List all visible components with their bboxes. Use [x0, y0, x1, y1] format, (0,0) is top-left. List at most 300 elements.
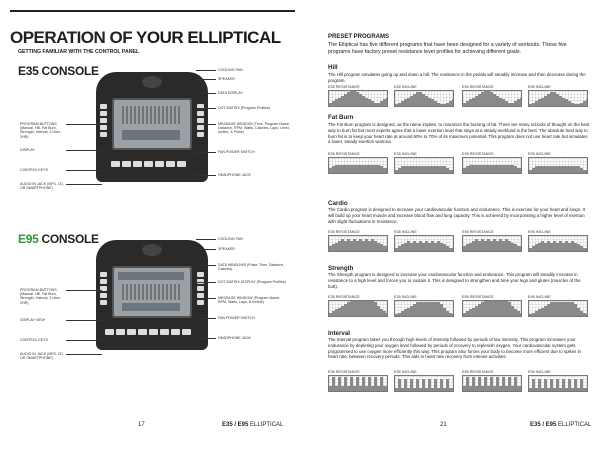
profile-bar	[332, 101, 334, 106]
profile-bar	[511, 243, 513, 252]
profile-bar	[505, 386, 507, 391]
profile-bar	[562, 166, 564, 173]
profile-bar	[487, 386, 489, 391]
profile-bar	[428, 379, 430, 391]
profile-grid	[528, 375, 588, 392]
profile-bar	[484, 91, 486, 106]
profile-bar	[490, 301, 492, 316]
profile-bar	[517, 246, 519, 251]
profile-bar	[484, 377, 486, 391]
profile-bar	[574, 379, 576, 391]
e95-message-window	[122, 303, 180, 311]
profile-bar	[481, 239, 483, 251]
profile-bar	[568, 166, 570, 173]
profile-bar	[401, 388, 403, 391]
e35-leader-line	[196, 175, 216, 176]
profile-bar	[571, 388, 573, 391]
profile-bar	[568, 101, 570, 106]
profile-bar	[353, 301, 355, 316]
profile-bar	[583, 248, 585, 251]
profile-bar	[538, 379, 540, 391]
e95-console-heading	[18, 232, 99, 246]
profile-bar	[359, 165, 361, 174]
profile-bar	[344, 304, 346, 316]
e95-leader-line	[196, 298, 216, 299]
e35-leader-line	[196, 108, 216, 109]
profile-bar	[466, 166, 468, 173]
e35-leader-line	[196, 70, 216, 71]
profile-bar	[583, 388, 585, 391]
profile-bar	[446, 311, 448, 316]
profile-bar	[475, 386, 477, 391]
profile-bar	[532, 168, 534, 173]
profile-bar	[553, 302, 555, 316]
profile-bar	[419, 388, 421, 391]
profile-bar	[350, 91, 352, 106]
profile-bar	[437, 302, 439, 316]
e95-leader-line	[66, 340, 102, 341]
profile-bar	[338, 377, 340, 391]
profile-bar	[535, 244, 537, 251]
profile-bar	[538, 99, 540, 106]
profile-bar	[478, 94, 480, 106]
profile-bar	[574, 243, 576, 252]
profile-bar	[347, 302, 349, 316]
e95-leader-line	[196, 239, 216, 240]
profile-bar	[374, 377, 376, 391]
profile-caption: E35 INCLINE	[394, 152, 417, 156]
program-description: The Fat Burn program is designed, as the name implies, to maximize the burning of fat. There are many schools of thought on the best way to burn fat but most experts agree that a lower exertion level that stays at a steady workload is the best. The absolute best way to burn fat is to keep your heart rate at around 60% to 70% of its maximum potential. This program does not use heart rate but simulates a lower, steady exertion workout.	[328, 122, 590, 145]
profile-bar	[371, 165, 373, 174]
profile-bar	[580, 311, 582, 316]
profile-bar	[496, 96, 498, 106]
profile-bar	[562, 243, 564, 252]
profile-bar	[407, 98, 409, 107]
profile-bar	[508, 377, 510, 391]
profile-bar	[350, 301, 352, 316]
profile-bar	[347, 165, 349, 174]
profile-bar	[466, 377, 468, 391]
profile-bar	[466, 311, 468, 316]
footer-left	[222, 422, 283, 428]
program-heading: Hill	[328, 64, 338, 71]
e95-console-image	[96, 240, 208, 350]
profile-bar	[565, 302, 567, 316]
profile-caption: E95 INCLINE	[528, 230, 551, 234]
profile-bar	[472, 308, 474, 317]
profile-bar	[449, 388, 451, 391]
profile-bar	[431, 166, 433, 173]
profile-bar	[565, 241, 567, 251]
profile-bar	[398, 246, 400, 251]
e35-right-label: SPEAKER	[218, 77, 235, 81]
profile-bar	[365, 386, 367, 391]
e95-right-label: DATA WINDOWS (Pulse, Time, Distance, Calories)	[218, 263, 284, 272]
profile-bar	[332, 166, 334, 173]
profile-bar	[535, 388, 537, 391]
profile-chart	[528, 294, 588, 317]
profile-bar	[353, 165, 355, 174]
e35-leader-line	[196, 152, 216, 153]
program-description: The Hill program simulates going up and down a hill. The resistance in the pedals will steadily increase and then decrease during the program.	[328, 72, 586, 83]
e35-leader-line	[66, 170, 102, 171]
e35-leader-line	[196, 93, 216, 94]
profile-bar	[335, 99, 337, 106]
profile-bar	[329, 246, 331, 251]
profile-bar	[586, 314, 588, 316]
profile-bar	[416, 379, 418, 391]
e35-right-label: FAN POWER SWITCH	[218, 150, 255, 154]
profile-bar	[535, 101, 537, 106]
profile-bar	[368, 165, 370, 174]
profile-caption: E95 RESISTANCE	[462, 370, 494, 374]
profile-bar	[413, 304, 415, 316]
profile-bar	[356, 301, 358, 316]
profile-caption: E95 INCLINE	[528, 370, 551, 374]
profile-bar	[398, 379, 400, 391]
profile-bar	[490, 377, 492, 391]
program-heading: Cardio	[328, 200, 348, 207]
profile-bar	[344, 94, 346, 106]
profile-bar	[422, 302, 424, 316]
profile-chart-row	[328, 151, 590, 175]
profile-bar	[511, 386, 513, 391]
e95-right-label: MESSAGE WINDOW (Program Name, RPM, Watts, Laps, & Incline)	[218, 296, 281, 305]
profile-bar	[428, 98, 430, 107]
profile-bar	[377, 243, 379, 252]
profile-chart	[328, 151, 388, 174]
profile-bar	[538, 166, 540, 173]
profile-bar	[586, 170, 588, 173]
e95-heading-prefix: E95	[18, 232, 39, 246]
profile-bar	[472, 241, 474, 251]
e95-right-label: HEADPHONE JACK	[218, 336, 251, 340]
e95-control-keys	[104, 322, 192, 340]
profile-bar	[383, 99, 385, 106]
profile-bar	[463, 103, 465, 106]
profile-bar	[493, 386, 495, 391]
profile-bar	[487, 239, 489, 251]
profile-bar	[437, 103, 439, 106]
profile-bar	[368, 241, 370, 251]
program-heading: Strength	[328, 265, 354, 272]
profile-bar	[443, 244, 445, 251]
page-number-right: 21	[440, 422, 447, 428]
profile-bar	[583, 170, 585, 173]
profile-bar	[425, 302, 427, 316]
profile-bar	[496, 301, 498, 316]
profile-bar	[499, 165, 501, 174]
profile-bar	[416, 166, 418, 173]
profile-bar	[472, 165, 474, 174]
profile-bar	[338, 308, 340, 317]
profile-bar	[577, 104, 579, 106]
profile-bar	[514, 377, 516, 391]
profile-bar	[410, 166, 412, 173]
profile-bar	[341, 165, 343, 174]
profile-bar	[559, 388, 561, 391]
e95-left-label: DISPLAY VIEW	[20, 318, 46, 322]
profile-bar	[493, 301, 495, 316]
profile-bar	[547, 241, 549, 251]
profile-bar	[466, 244, 468, 251]
profile-bar	[335, 165, 337, 174]
profile-bar	[344, 241, 346, 251]
profile-bar	[502, 377, 504, 391]
profile-bar	[502, 165, 504, 174]
profile-bar	[499, 239, 501, 251]
profile-chart	[328, 229, 388, 252]
profile-bar	[362, 377, 364, 391]
profile-bar	[371, 301, 373, 316]
profile-bar	[440, 243, 442, 252]
profile-bar	[466, 101, 468, 106]
profile-grid	[528, 157, 588, 174]
profile-bar	[395, 170, 397, 173]
profile-bar	[586, 388, 588, 391]
profile-caption: E35 RESISTANCE	[328, 85, 360, 89]
profile-bar	[571, 302, 573, 316]
profile-bar	[580, 103, 582, 106]
e95-leader-line	[66, 320, 102, 321]
profile-bar	[332, 311, 334, 316]
profile-bar	[469, 243, 471, 252]
profile-bar	[562, 379, 564, 391]
program-heading: Fat Burn	[328, 114, 354, 121]
e95-leader-line	[196, 318, 216, 319]
profile-bar	[583, 313, 585, 316]
profile-bar	[475, 96, 477, 106]
e35-left-label: CONTROL KEYS	[20, 168, 49, 172]
profile-bar	[404, 99, 406, 106]
profile-bar	[377, 306, 379, 316]
title-part1: OPERATION OF	[10, 28, 137, 47]
profile-grid	[328, 235, 388, 252]
profile-bar	[469, 99, 471, 106]
profile-bar	[547, 304, 549, 316]
profile-bar	[371, 101, 373, 106]
profile-bar	[332, 377, 334, 391]
profile-bar	[377, 165, 379, 174]
profile-bar	[556, 94, 558, 106]
e35-left-label: PROGRAM BUTTONS (Manual, Hill, Fat Burn, Strength, Interval, 2 User, 2HR)	[20, 122, 61, 139]
profile-chart	[462, 369, 522, 392]
profile-bar	[550, 302, 552, 316]
profile-bar	[553, 166, 555, 173]
profile-bar	[556, 379, 558, 391]
profile-bar	[407, 308, 409, 317]
profile-bar	[404, 243, 406, 252]
profile-bar	[541, 388, 543, 391]
profile-bar	[553, 241, 555, 251]
profile-bar	[347, 386, 349, 391]
profile-bar	[499, 98, 501, 107]
profile-bar	[508, 302, 510, 316]
profile-bar	[452, 248, 454, 251]
profile-bar	[532, 103, 534, 106]
profile-bar	[452, 170, 454, 173]
e35-left-label: DISPLAY	[20, 148, 35, 152]
profile-bar	[440, 379, 442, 391]
profile-bar	[446, 379, 448, 391]
profile-bar	[505, 239, 507, 251]
profile-bar	[365, 301, 367, 316]
profile-bar	[559, 96, 561, 106]
profile-bar	[475, 306, 477, 316]
profile-caption: E35 INCLINE	[394, 85, 417, 89]
profile-bar	[368, 99, 370, 106]
profile-bar	[452, 99, 454, 106]
profile-bar	[437, 388, 439, 391]
profile-bar	[440, 304, 442, 316]
profile-bar	[529, 248, 531, 251]
profile-bar	[329, 103, 331, 106]
profile-chart	[462, 84, 522, 107]
e95-right-label: SPEAKER	[218, 247, 235, 251]
profile-grid	[394, 235, 454, 252]
profile-bar	[395, 104, 397, 106]
profile-grid	[462, 90, 522, 107]
profile-grid	[528, 90, 588, 107]
profile-bar	[472, 377, 474, 391]
profile-bar	[520, 98, 522, 107]
profile-bar	[404, 166, 406, 173]
profile-bar	[508, 241, 510, 251]
footer-right-bold: E35 / E95	[530, 422, 557, 428]
profile-bar	[434, 302, 436, 316]
profile-bar	[550, 166, 552, 173]
profile-grid	[394, 90, 454, 107]
profile-bar	[362, 301, 364, 316]
profile-bar	[446, 246, 448, 251]
profile-bar	[481, 165, 483, 174]
profile-bar	[353, 239, 355, 251]
profile-grid	[462, 375, 522, 392]
e95-heading-suffix: CONSOLE	[38, 232, 99, 246]
e95-leader-line	[196, 338, 216, 339]
profile-bar	[559, 166, 561, 173]
program-heading: Interval	[328, 330, 351, 337]
profile-caption: E35 INCLINE	[394, 295, 417, 299]
profile-bar	[475, 165, 477, 174]
profile-bar	[574, 166, 576, 173]
profile-bar	[335, 243, 337, 252]
profile-bar	[419, 241, 421, 251]
e35-left-buttons	[100, 102, 107, 139]
profile-bar	[565, 99, 567, 106]
e95-right-buttons	[197, 270, 204, 307]
profile-bar	[559, 302, 561, 316]
profile-bar	[437, 166, 439, 173]
profile-bar	[404, 309, 406, 316]
profile-bar	[374, 241, 376, 251]
profile-bar	[350, 241, 352, 251]
e95-right-label: DOT MATRIX DISPLAY (Program Profiles)	[218, 280, 286, 284]
profile-caption: E95 INCLINE	[528, 85, 551, 89]
profile-bar	[580, 379, 582, 391]
profile-bar	[469, 165, 471, 174]
footer-right	[530, 422, 591, 428]
profile-bar	[562, 302, 564, 316]
profile-grid	[462, 300, 522, 317]
profile-bar	[353, 386, 355, 391]
profile-bar	[431, 302, 433, 316]
footer-left-bold: E35 / E95	[222, 422, 249, 428]
profile-bar	[395, 248, 397, 251]
profile-bar	[538, 243, 540, 252]
profile-bar	[431, 241, 433, 251]
profile-grid	[394, 157, 454, 174]
e35-right-label: MESSAGE WINDOW (Time, Program Name, Distance, RPM, Watts, Calories, Laps, Level, Incline, & Pulse)	[218, 122, 290, 135]
profile-bar	[452, 388, 454, 391]
footer-right-light: ELLIPTICAL	[556, 422, 592, 428]
profile-bar	[475, 239, 477, 251]
profile-bar	[577, 244, 579, 251]
profile-chart-row	[328, 229, 590, 253]
e35-message-window	[122, 130, 180, 140]
profile-bar	[529, 104, 531, 106]
profile-bar	[505, 101, 507, 106]
profile-bar	[374, 103, 376, 106]
top-rule	[10, 10, 295, 12]
profile-bar	[562, 98, 564, 107]
profile-bar	[425, 96, 427, 106]
profile-bar	[368, 301, 370, 316]
profile-bar	[505, 165, 507, 174]
profile-bar	[553, 92, 555, 106]
profile-caption: E95 INCLINE	[528, 152, 551, 156]
profile-bar	[386, 168, 388, 173]
profile-bar	[568, 243, 570, 252]
profile-bar	[541, 308, 543, 317]
profile-bar	[374, 302, 376, 316]
profile-chart	[328, 369, 388, 392]
profile-bar	[344, 165, 346, 174]
profile-bar	[416, 243, 418, 252]
profile-bar	[490, 241, 492, 251]
profile-bar	[443, 308, 445, 317]
profile-bar	[425, 241, 427, 251]
profile-bar	[338, 98, 340, 107]
profile-bar	[499, 386, 501, 391]
program-description: The Interval program takes you through high levels of intensity followed by periods of low intensity. This program increases your endurance by depleting your oxygen level followed by periods of recovery to replenish oxygen. Your cardiovascular system gets programmed to use oxygen more efficiently this way. This program also forces your body to become more efficient due to spikes in heart rate, between recovery periods. This aids in heart rate recovery from intense activities.	[328, 337, 581, 360]
e95-screen	[112, 266, 192, 318]
e35-right-label: DATA DISPLAY	[218, 91, 243, 95]
profile-bar	[472, 98, 474, 107]
profile-bar	[541, 241, 543, 251]
profile-bar	[377, 103, 379, 106]
profile-bar	[362, 96, 364, 106]
profile-bar	[419, 92, 421, 106]
profile-chart	[394, 84, 454, 107]
profile-grid	[328, 157, 388, 174]
profile-bar	[443, 104, 445, 106]
profile-bar	[398, 313, 400, 316]
profile-bar	[577, 308, 579, 317]
profile-bar	[574, 104, 576, 106]
profile-bar	[487, 165, 489, 174]
profile-bar	[544, 96, 546, 106]
program-description: The Cardio program is designed to increase your cardiovascular function and endurance. This is exercise for your heart and lungs. It will build up your heart muscle and increase blood flow and lung capacity. This is achieved by incorporating a higher level of exertion with slight fluctuations in resistance.	[328, 207, 585, 224]
profile-bar	[493, 94, 495, 106]
profile-bar	[395, 388, 397, 391]
profile-bar	[463, 386, 465, 391]
profile-bar	[380, 309, 382, 316]
profile-bar	[410, 379, 412, 391]
profile-bar	[505, 301, 507, 316]
profile-bar	[443, 388, 445, 391]
profile-chart	[328, 294, 388, 317]
